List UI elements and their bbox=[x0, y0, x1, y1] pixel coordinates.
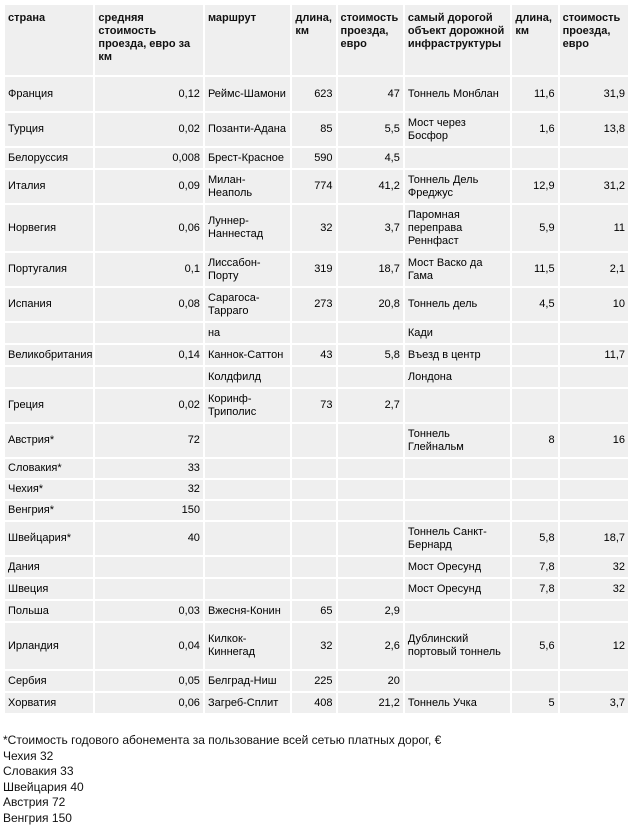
cell-cost: 21,2 bbox=[338, 693, 403, 713]
cell-avg-cost: 0,08 bbox=[95, 288, 203, 321]
cell-country: Хорватия bbox=[5, 693, 93, 713]
cell-costliest-object: Въезд в центр bbox=[405, 345, 511, 365]
table-row bbox=[5, 113, 628, 146]
footnote-title: *Стоимость годового абонемента за пользование всей сетью платных дорог, € bbox=[3, 733, 442, 747]
cell-length bbox=[292, 424, 335, 457]
cell-cost: 3,7 bbox=[338, 205, 403, 251]
cell-avg-cost: 0,008 bbox=[95, 148, 203, 168]
table-row bbox=[5, 288, 628, 321]
header-avg-cost: средняя стоимость проезда, евро за км bbox=[95, 5, 203, 75]
cell-object-cost: 2,1 bbox=[560, 253, 628, 286]
cell-length bbox=[292, 480, 335, 499]
cell-avg-cost: 33 bbox=[95, 459, 203, 478]
table-row bbox=[5, 170, 628, 203]
cell-object-cost: 11 bbox=[560, 205, 628, 251]
cell-avg-cost: 0,06 bbox=[95, 693, 203, 713]
cell-avg-cost: 0,05 bbox=[95, 671, 203, 691]
header-length: длина, км bbox=[292, 5, 335, 75]
table-body bbox=[5, 77, 628, 713]
cell-length: 73 bbox=[292, 389, 335, 422]
cell-length: 65 bbox=[292, 601, 335, 621]
cell-object-cost: 31,9 bbox=[560, 77, 628, 111]
cell-country: Франция bbox=[5, 77, 93, 111]
cell-length bbox=[292, 557, 335, 577]
cell-country: Дания bbox=[5, 557, 93, 577]
cell-cost: 18,7 bbox=[338, 253, 403, 286]
footnote-line: Словакия 33 bbox=[3, 764, 74, 778]
footnote-line: Чехия 32 bbox=[3, 748, 54, 763]
cell-costliest-object: Тоннель Санкт-Бернард bbox=[405, 522, 511, 555]
cell-length bbox=[292, 367, 335, 387]
cell-route bbox=[205, 459, 290, 478]
cell-costliest-object: Тоннель Монблан bbox=[405, 77, 511, 111]
cell-avg-cost: 0,09 bbox=[95, 170, 203, 203]
cell-country: Греция bbox=[5, 389, 93, 422]
cell-route: Килкок-Киннегад bbox=[205, 623, 290, 669]
cell-object-length: 7,8 bbox=[512, 579, 557, 599]
cell-costliest-object: Мост Васко да Гама bbox=[405, 253, 511, 286]
cell-route: Колдфилд bbox=[205, 367, 290, 387]
footnote-line: Венгрия 150 bbox=[3, 810, 72, 825]
cell-route bbox=[205, 424, 290, 457]
cell-country: Италия bbox=[5, 170, 93, 203]
cell-country: Ирландия bbox=[5, 623, 93, 669]
cell-costliest-object: Тоннель Глейнальм bbox=[405, 424, 511, 457]
cell-length bbox=[292, 579, 335, 599]
cell-country: Швейцария* bbox=[5, 522, 93, 555]
cell-route: Сарагоса-Тарраго bbox=[205, 288, 290, 321]
cell-object-cost bbox=[560, 323, 628, 343]
cell-country: Чехия* bbox=[5, 480, 93, 499]
cell-length: 225 bbox=[292, 671, 335, 691]
cell-object-cost bbox=[560, 367, 628, 387]
cell-cost: 41,2 bbox=[338, 170, 403, 203]
cell-avg-cost: 0,04 bbox=[95, 623, 203, 669]
cell-costliest-object: Кади bbox=[405, 323, 511, 343]
cell-object-length: 11,5 bbox=[512, 253, 557, 286]
cell-avg-cost: 0,12 bbox=[95, 77, 203, 111]
cell-cost: 2,6 bbox=[338, 623, 403, 669]
cell-object-cost: 3,7 bbox=[560, 693, 628, 713]
cell-cost bbox=[338, 480, 403, 499]
cell-object-length bbox=[512, 367, 557, 387]
cell-object-length: 11,6 bbox=[512, 77, 557, 111]
cell-country: Польша bbox=[5, 601, 93, 621]
table-row bbox=[5, 253, 628, 286]
cell-costliest-object: Мост через Босфор bbox=[405, 113, 511, 146]
cell-country bbox=[5, 367, 93, 387]
table-row bbox=[5, 671, 628, 691]
cell-length bbox=[292, 522, 335, 555]
table-row bbox=[5, 205, 628, 251]
cell-object-cost: 32 bbox=[560, 557, 628, 577]
cell-length: 32 bbox=[292, 205, 335, 251]
cell-costliest-object bbox=[405, 148, 511, 168]
cell-route bbox=[205, 480, 290, 499]
cell-cost bbox=[338, 459, 403, 478]
cell-object-cost bbox=[560, 148, 628, 168]
cell-object-length bbox=[512, 601, 557, 621]
cell-avg-cost bbox=[95, 579, 203, 599]
cell-route bbox=[205, 522, 290, 555]
table-row bbox=[5, 557, 628, 577]
cell-cost bbox=[338, 501, 403, 520]
cell-route: на bbox=[205, 323, 290, 343]
cell-cost bbox=[338, 367, 403, 387]
cell-length: 319 bbox=[292, 253, 335, 286]
cell-route: Лиссабон-Порту bbox=[205, 253, 290, 286]
cell-length bbox=[292, 459, 335, 478]
cell-object-cost: 18,7 bbox=[560, 522, 628, 555]
toll-roads-table bbox=[3, 3, 630, 715]
cell-costliest-object bbox=[405, 480, 511, 499]
cell-country bbox=[5, 323, 93, 343]
cell-country: Словакия* bbox=[5, 459, 93, 478]
cell-avg-cost: 0,03 bbox=[95, 601, 203, 621]
cell-length bbox=[292, 501, 335, 520]
cell-object-length: 4,5 bbox=[512, 288, 557, 321]
cell-costliest-object bbox=[405, 671, 511, 691]
cell-object-length bbox=[512, 345, 557, 365]
cell-cost bbox=[338, 579, 403, 599]
cell-route: Брест-Красное bbox=[205, 148, 290, 168]
header-route: маршрут bbox=[205, 5, 290, 75]
cell-route: Позанти-Адана bbox=[205, 113, 290, 146]
cell-avg-cost: 0,06 bbox=[95, 205, 203, 251]
table-row bbox=[5, 623, 628, 669]
cell-costliest-object: Тоннель дель bbox=[405, 288, 511, 321]
cell-country: Португалия bbox=[5, 253, 93, 286]
cell-object-length bbox=[512, 323, 557, 343]
cell-object-length bbox=[512, 501, 557, 520]
header-country: страна bbox=[5, 5, 93, 75]
cell-cost bbox=[338, 424, 403, 457]
cell-object-length: 1,6 bbox=[512, 113, 557, 146]
cell-avg-cost: 0,14 bbox=[95, 345, 203, 365]
cell-length: 408 bbox=[292, 693, 335, 713]
table-row bbox=[5, 501, 628, 520]
cell-object-length bbox=[512, 459, 557, 478]
cell-cost: 2,7 bbox=[338, 389, 403, 422]
cell-costliest-object: Паромная переправа Реннфаст bbox=[405, 205, 511, 251]
cell-costliest-object bbox=[405, 459, 511, 478]
cell-country: Великобритания bbox=[5, 345, 93, 365]
table-row bbox=[5, 367, 628, 387]
cell-avg-cost: 32 bbox=[95, 480, 203, 499]
cell-country: Белоруссия bbox=[5, 148, 93, 168]
cell-avg-cost: 150 bbox=[95, 501, 203, 520]
cell-route bbox=[205, 579, 290, 599]
cell-costliest-object: Мост Оресунд bbox=[405, 557, 511, 577]
cell-route bbox=[205, 501, 290, 520]
cell-avg-cost: 0,02 bbox=[95, 113, 203, 146]
cell-object-cost bbox=[560, 389, 628, 422]
cell-route: Загреб-Сплит bbox=[205, 693, 290, 713]
cell-object-length: 5,9 bbox=[512, 205, 557, 251]
footnote-line: Швейцария 40 bbox=[3, 779, 84, 794]
cell-avg-cost: 72 bbox=[95, 424, 203, 457]
cell-costliest-object: Дублинский портовый тоннель bbox=[405, 623, 511, 669]
cell-costliest-object: Тоннель Дель Фреджус bbox=[405, 170, 511, 203]
cell-costliest-object: Тоннель Учка bbox=[405, 693, 511, 713]
header-object-length: длина, км bbox=[512, 5, 557, 75]
cell-route: Каннок-Саттон bbox=[205, 345, 290, 365]
footnote bbox=[3, 733, 633, 826]
cell-object-cost bbox=[560, 480, 628, 499]
table-row bbox=[5, 148, 628, 168]
cell-object-length bbox=[512, 389, 557, 422]
cell-country: Турция bbox=[5, 113, 93, 146]
cell-object-cost: 13,8 bbox=[560, 113, 628, 146]
cell-cost bbox=[338, 522, 403, 555]
cell-object-length: 8 bbox=[512, 424, 557, 457]
table-row bbox=[5, 424, 628, 457]
cell-costliest-object bbox=[405, 389, 511, 422]
cell-length: 85 bbox=[292, 113, 335, 146]
cell-object-cost: 32 bbox=[560, 579, 628, 599]
cell-object-cost: 11,7 bbox=[560, 345, 628, 365]
cell-route: Реймс-Шамони bbox=[205, 77, 290, 111]
cell-costliest-object bbox=[405, 601, 511, 621]
cell-avg-cost: 0,1 bbox=[95, 253, 203, 286]
cell-avg-cost bbox=[95, 323, 203, 343]
cell-length bbox=[292, 323, 335, 343]
table-row bbox=[5, 77, 628, 111]
cell-length: 590 bbox=[292, 148, 335, 168]
cell-object-length bbox=[512, 148, 557, 168]
cell-avg-cost bbox=[95, 557, 203, 577]
cell-route: Милан-Неаполь bbox=[205, 170, 290, 203]
header-cost: стоимость проезда, евро bbox=[338, 5, 403, 75]
footnote-line: Австрия 72 bbox=[3, 795, 66, 809]
cell-object-cost bbox=[560, 501, 628, 520]
header-costliest-object: самый дорогой объект дорожной инфраструктуры bbox=[405, 5, 511, 75]
table-row bbox=[5, 601, 628, 621]
cell-length: 43 bbox=[292, 345, 335, 365]
header-object-cost: стоимость проезда, евро bbox=[560, 5, 628, 75]
table-header-row bbox=[5, 5, 628, 75]
cell-cost: 20,8 bbox=[338, 288, 403, 321]
cell-object-cost bbox=[560, 671, 628, 691]
table-row bbox=[5, 389, 628, 422]
cell-route: Коринф-Триполис bbox=[205, 389, 290, 422]
cell-object-cost bbox=[560, 459, 628, 478]
cell-cost: 2,9 bbox=[338, 601, 403, 621]
cell-object-length: 7,8 bbox=[512, 557, 557, 577]
cell-country: Венгрия* bbox=[5, 501, 93, 520]
cell-object-length bbox=[512, 671, 557, 691]
cell-route: Белград-Ниш bbox=[205, 671, 290, 691]
cell-avg-cost bbox=[95, 367, 203, 387]
cell-length: 774 bbox=[292, 170, 335, 203]
cell-object-length bbox=[512, 480, 557, 499]
cell-object-cost bbox=[560, 601, 628, 621]
cell-object-cost: 16 bbox=[560, 424, 628, 457]
table-row bbox=[5, 480, 628, 499]
cell-object-length: 5 bbox=[512, 693, 557, 713]
cell-cost bbox=[338, 557, 403, 577]
cell-cost: 20 bbox=[338, 671, 403, 691]
table-row bbox=[5, 522, 628, 555]
cell-cost: 5,5 bbox=[338, 113, 403, 146]
cell-costliest-object: Лондона bbox=[405, 367, 511, 387]
cell-country: Испания bbox=[5, 288, 93, 321]
cell-avg-cost: 40 bbox=[95, 522, 203, 555]
cell-avg-cost: 0,02 bbox=[95, 389, 203, 422]
table-row bbox=[5, 345, 628, 365]
cell-object-cost: 12 bbox=[560, 623, 628, 669]
cell-route bbox=[205, 557, 290, 577]
cell-length: 273 bbox=[292, 288, 335, 321]
table-row bbox=[5, 323, 628, 343]
cell-cost: 5,8 bbox=[338, 345, 403, 365]
table-row bbox=[5, 459, 628, 478]
cell-object-cost: 10 bbox=[560, 288, 628, 321]
cell-country: Сербия bbox=[5, 671, 93, 691]
cell-object-cost: 31,2 bbox=[560, 170, 628, 203]
cell-object-length: 12,9 bbox=[512, 170, 557, 203]
cell-length: 32 bbox=[292, 623, 335, 669]
cell-costliest-object: Мост Оресунд bbox=[405, 579, 511, 599]
cell-cost: 4,5 bbox=[338, 148, 403, 168]
cell-object-length: 5,8 bbox=[512, 522, 557, 555]
table-row bbox=[5, 579, 628, 599]
cell-length: 623 bbox=[292, 77, 335, 111]
cell-object-length: 5,6 bbox=[512, 623, 557, 669]
cell-route: Луннер-Наннестад bbox=[205, 205, 290, 251]
cell-cost bbox=[338, 323, 403, 343]
table-row bbox=[5, 693, 628, 713]
cell-cost: 47 bbox=[338, 77, 403, 111]
cell-costliest-object bbox=[405, 501, 511, 520]
cell-country: Швеция bbox=[5, 579, 93, 599]
cell-route: Вжесня-Конин bbox=[205, 601, 290, 621]
cell-country: Австрия* bbox=[5, 424, 93, 457]
cell-country: Норвегия bbox=[5, 205, 93, 251]
